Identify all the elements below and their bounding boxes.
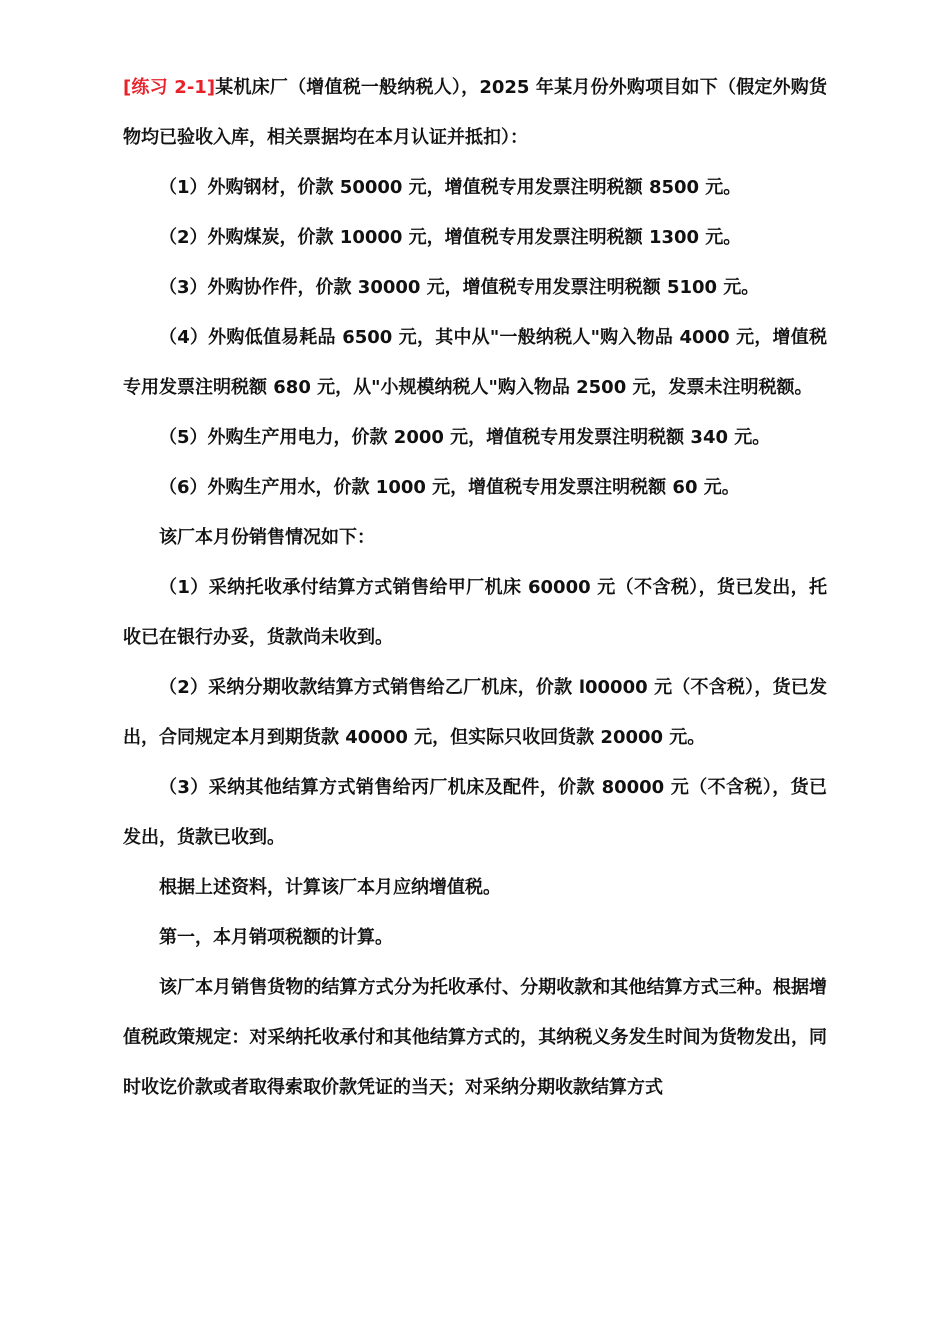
exercise-tag: [练习 2-1] (123, 77, 216, 98)
explanation-paragraph: 该厂本月销售货物的结算方式分为托收承付、分期收款和其他结算方式三种。根据增值税政策规定：对采纳托收承付和其他结算方式的，其纳税义务发生时间为货物发出，同时收讫价款或者取得索取价款凭证的当天；对采纳分期收款结算方式 (123, 977, 827, 1098)
sales-heading: 该厂本月份销售情况如下： (159, 527, 375, 548)
purchase-item-2: （2）外购煤炭，价款 10000 元，增值税专用发票注明税额 1300 元。 (159, 227, 742, 248)
task-statement: 根据上述资料，计算该厂本月应纳增值税。 (159, 877, 501, 898)
purchase-item-5: （5）外购生产用电力，价款 2000 元，增值税专用发票注明税额 340 元。 (159, 427, 771, 448)
sales-item-2: （2）采纳分期收款结算方式销售给乙厂机床，价款 l00000 元（不含税），货已发出，合同规定本月到期货款 40000 元，但实际只收回货款 20000 元。 (123, 677, 827, 748)
purchase-item-6: （6）外购生产用水，价款 1000 元，增值税专用发票注明税额 60 元。 (159, 477, 740, 498)
purchase-item-1: （1）外购钢材，价款 50000 元，增值税专用发票注明税额 8500 元。 (159, 177, 742, 198)
purchase-item-3: （3）外购协作件，价款 30000 元，增值税专用发票注明税额 5100 元。 (159, 277, 760, 298)
step-one-heading: 第一，本月销项税额的计算。 (159, 927, 393, 948)
document-body (123, 63, 827, 1113)
intro-text: 某机床厂（增值税一般纳税人），2025 年某月份外购项目如下（假定外购货物均已验收入库，相关票据均在本月认证并抵扣）： (123, 77, 827, 148)
purchase-item-4: （4）外购低值易耗品 6500 元，其中从"一般纳税人"购入物品 4000 元，增值税专用发票注明税额 680 元，从"小规模纳税人"购入物品 2500 元，发票未注明税额。 (123, 327, 827, 398)
intro-paragraph (123, 63, 827, 163)
sales-item-1: （1）采纳托收承付结算方式销售给甲厂机床 60000 元（不含税），货已发出，托收已在银行办妥，货款尚未收到。 (123, 577, 827, 648)
sales-item-3: （3）采纳其他结算方式销售给丙厂机床及配件，价款 80000 元（不含税），货已发出，货款已收到。 (123, 777, 827, 848)
